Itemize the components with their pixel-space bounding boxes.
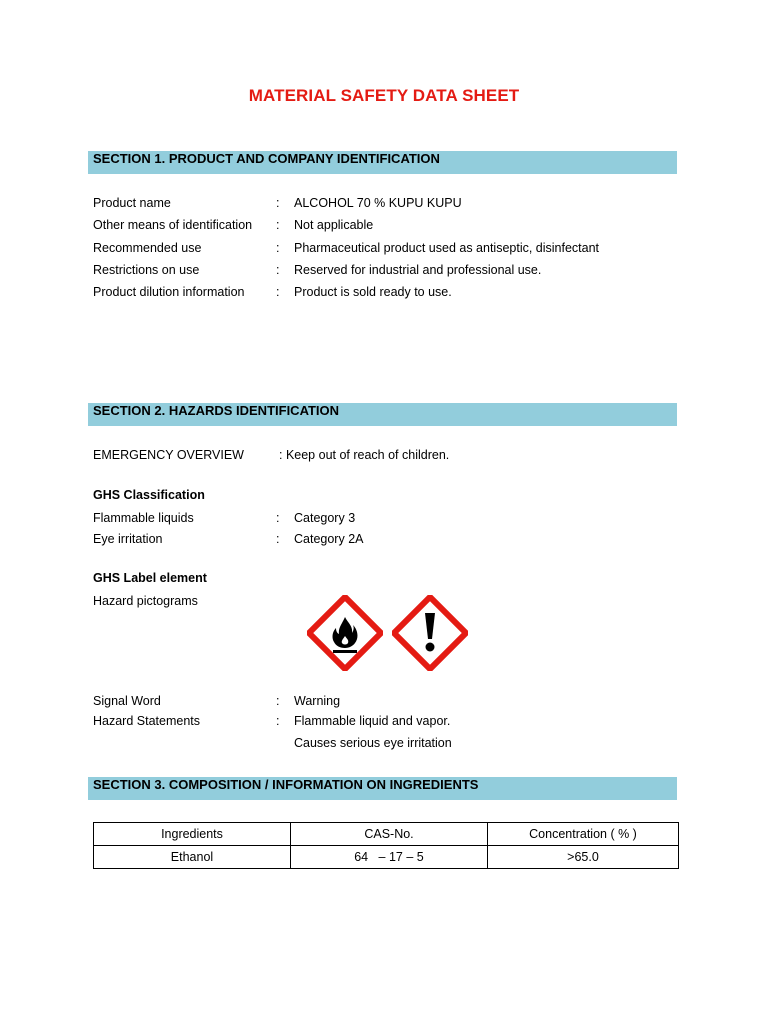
hazard-statement-1: Flammable liquid and vapor.: [294, 714, 451, 728]
section-2-title: SECTION 2. HAZARDS IDENTIFICATION: [93, 403, 340, 418]
separator: :: [276, 241, 280, 255]
section-3-title: SECTION 3. COMPOSITION / INFORMATION ON INGREDIENTS: [93, 777, 479, 792]
emergency-overview-label: EMERGENCY OVERVIEW: [93, 448, 244, 462]
other-means-label: Other means of identification: [93, 218, 253, 232]
flame-pictogram-icon: [307, 595, 383, 671]
recommended-use-label: Recommended use: [93, 241, 202, 255]
separator: :: [276, 694, 280, 708]
eye-irritation-value: Category 2A: [294, 532, 364, 546]
header-cas-no: CAS-No.: [291, 823, 488, 846]
table-row: [94, 846, 679, 869]
flammable-liquids-value: Category 3: [294, 511, 356, 525]
cas-number-cell: 64 – 17 – 5: [291, 846, 488, 869]
table-header-row: [94, 823, 679, 846]
separator: :: [276, 263, 280, 277]
exclamation-pictogram-icon: [392, 595, 468, 671]
dilution-value: Product is sold ready to use.: [294, 285, 452, 299]
product-name-value: ALCOHOL 70 % KUPU KUPU: [294, 196, 462, 210]
other-means-value: Not applicable: [294, 218, 374, 232]
product-name-label: Product name: [93, 196, 171, 210]
separator: :: [276, 196, 280, 210]
section-1-title: SECTION 1. PRODUCT AND COMPANY IDENTIFICATION: [93, 151, 440, 166]
flammable-liquids-label: Flammable liquids: [93, 511, 194, 525]
section-1-header: [88, 151, 677, 174]
hazard-pictograms-label: Hazard pictograms: [93, 594, 198, 608]
hazard-statements-label: Hazard Statements: [93, 714, 200, 728]
restrictions-label: Restrictions on use: [93, 263, 200, 277]
ingredient-name-cell: Ethanol: [94, 846, 291, 869]
eye-irritation-label: Eye irritation: [93, 532, 163, 546]
concentration-cell: >65.0: [488, 846, 679, 869]
hazard-statement-2: Causes serious eye irritation: [294, 736, 452, 750]
header-concentration: Concentration ( % ): [488, 823, 679, 846]
signal-word-label: Signal Word: [93, 694, 161, 708]
separator: :: [276, 532, 280, 546]
dilution-label: Product dilution information: [93, 285, 245, 299]
separator: :: [276, 218, 280, 232]
emergency-overview-value: : Keep out of reach of children.: [279, 448, 450, 462]
recommended-use-value: Pharmaceutical product used as antiseptic, disinfectant: [294, 241, 600, 255]
ghs-classification-heading: GHS Classification: [93, 488, 205, 502]
ingredients-table: [93, 822, 679, 869]
ghs-label-element-heading: GHS Label element: [93, 571, 207, 585]
separator: :: [276, 285, 280, 299]
section-3-header: [88, 777, 677, 800]
header-ingredients: Ingredients: [94, 823, 291, 846]
signal-word-value: Warning: [294, 694, 341, 708]
separator: :: [276, 511, 280, 525]
restrictions-value: Reserved for industrial and professional use.: [294, 263, 542, 277]
section-2-header: [88, 403, 677, 426]
separator: :: [276, 714, 280, 728]
document-title: MATERIAL SAFETY DATA SHEET: [248, 86, 520, 105]
